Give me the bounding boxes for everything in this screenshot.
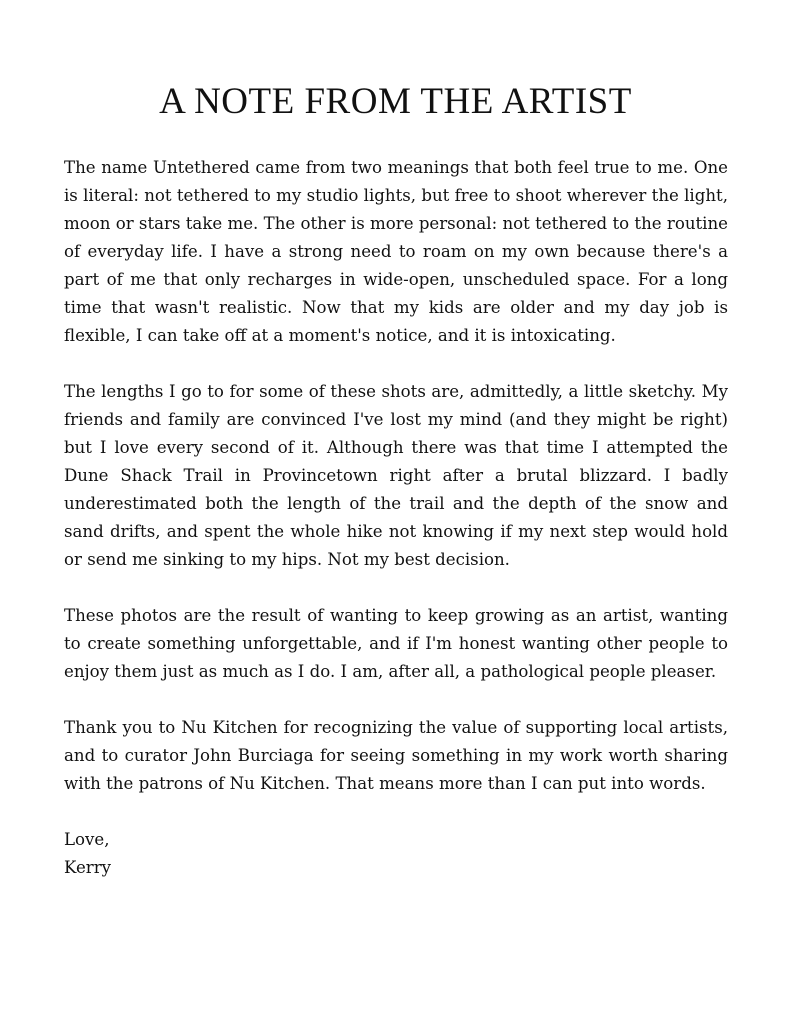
signoff	[64, 826, 728, 882]
signoff-name: Kerry	[64, 858, 112, 877]
page-title: A NOTE FROM THE ARTIST	[159, 81, 632, 122]
paragraph-thank-you: Thank you to Nu Kitchen for recognizing the value of supporting local artists, and to curator John Burciaga for seeing something in my work worth sharing with the patrons of Nu Kitchen. That means more than I can put into words.	[64, 718, 728, 793]
paragraph-dune-shack-trail: The lengths I go to for some of these shots are, admittedly, a little sketchy. My friends and family are convinced I've lost my mind (and they might be right) but I love every second of it. Although there was that time I attempted the Dune Shack Trail in Provincetown right after a brutal blizzard. I badly underestimated both the length of the trail and the depth of the snow and sand drifts, and spent the whole hike not knowing if my next step would hold or send me sinking to my hips. Not my best decision.	[64, 382, 728, 569]
paragraph-photos-purpose: These photos are the result of wanting to keep growing as an artist, wanting to create something unforgettable, and if I'm honest wanting other people to enjoy them just as much as I do. I am, after all, a pathological people pleaser.	[64, 606, 728, 681]
signoff-closing: Love,	[64, 830, 110, 849]
paragraph-untethered-meaning: The name Untethered came from two meanings that both feel true to me. One is literal: not tethered to my studio lights, but free to shoot wherever the light, moon or stars take me. The other is more personal: not tethered to the routine of everyday life. I have a strong need to roam on my own because there's a part of me that only recharges in wide-open, unscheduled space. For a long time that wasn't realistic. Now that my kids are older and my day job is flexible, I can take off at a moment's notice, and it is intoxicating.	[64, 158, 728, 345]
letter-body	[64, 154, 728, 882]
